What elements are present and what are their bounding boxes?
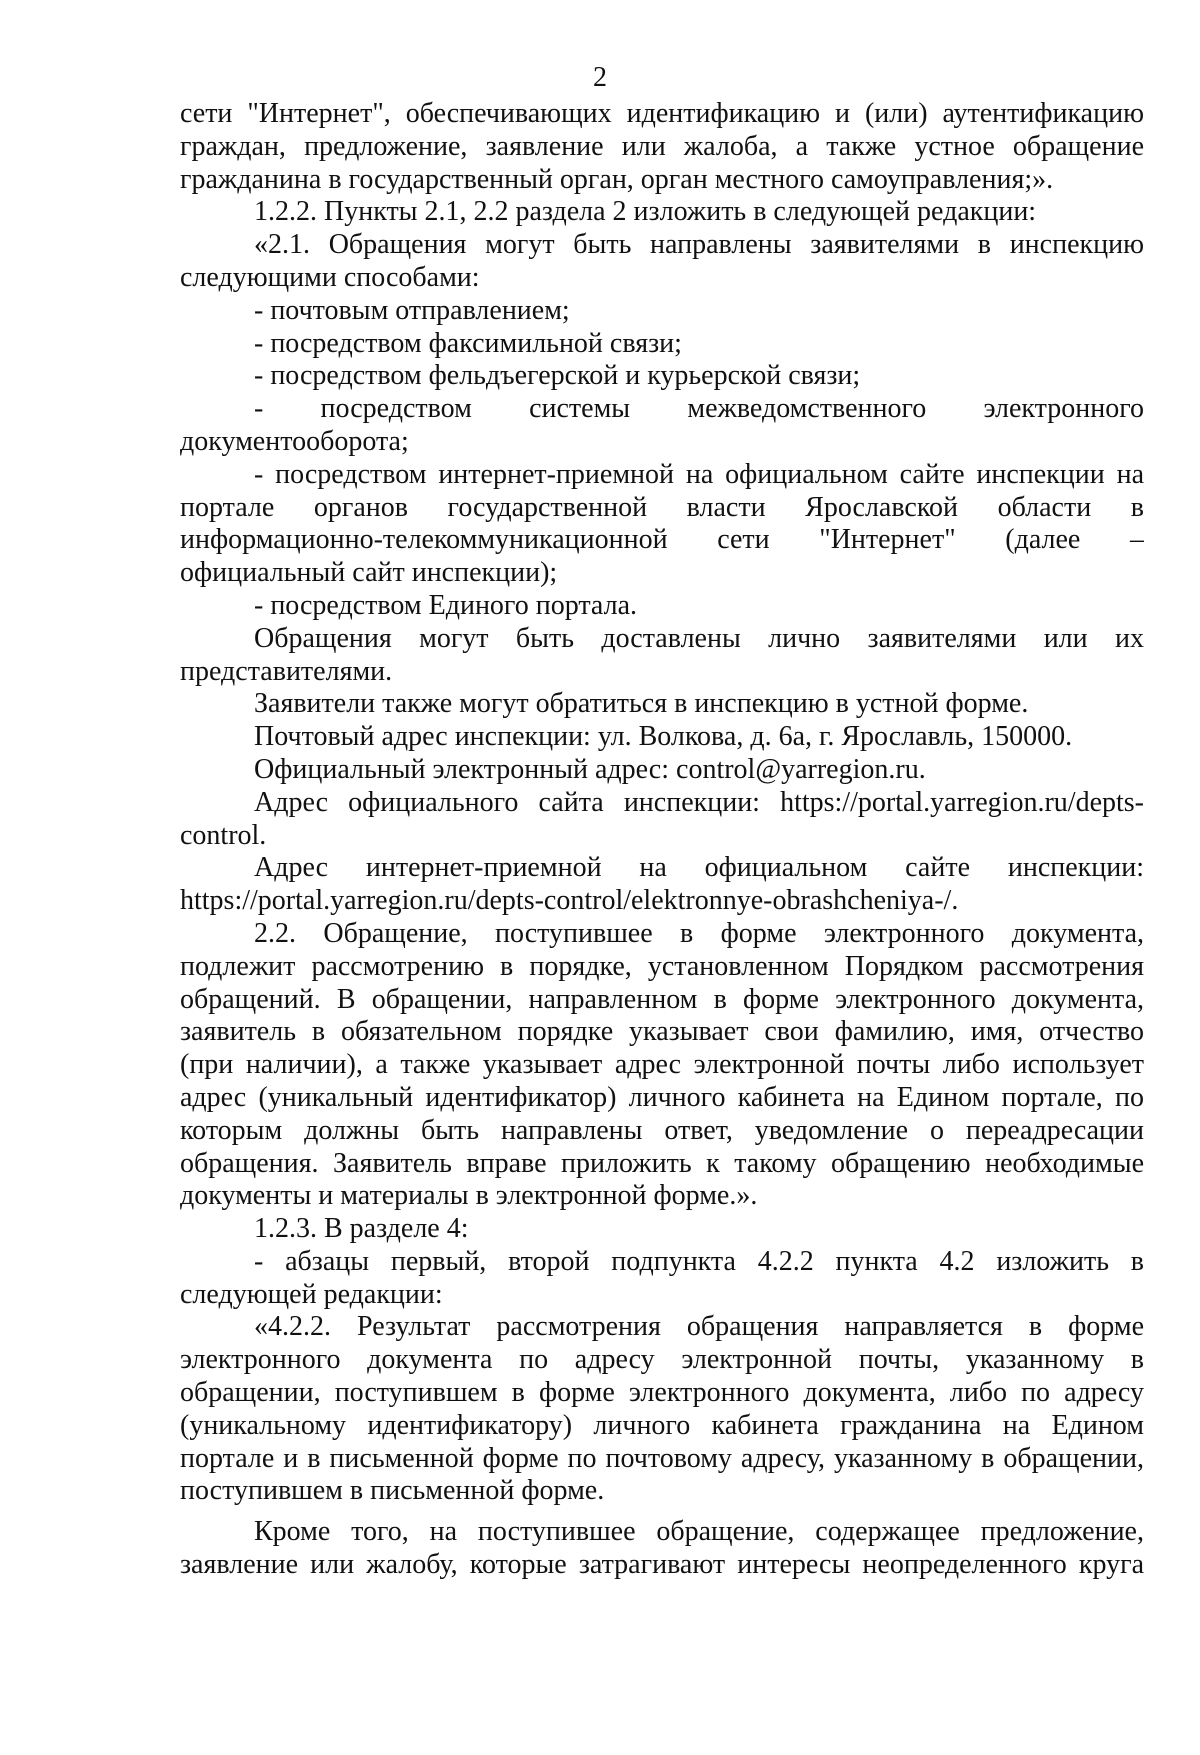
text-line: которым должны быть направлены ответ, уведомление о переадресации bbox=[180, 1114, 1144, 1146]
text-line: представителями. bbox=[180, 655, 393, 687]
text-line: - посредством Единого портала. bbox=[254, 589, 637, 621]
text-line: информационно-телекоммуникационной сети "Интернет" (далее – bbox=[180, 524, 1144, 556]
text-line: следующей редакции: bbox=[180, 1278, 443, 1310]
text-line: заявитель в обязательном порядке указывает свои фамилию, имя, отчество bbox=[180, 1016, 1144, 1048]
text-line: Кроме того, на поступившее обращение, содержащее предложение, bbox=[254, 1516, 1144, 1548]
text-line: (уникальному идентификатору) личного кабинета гражданина на Едином bbox=[180, 1409, 1144, 1441]
text-line: заявление или жалобу, которые затрагивают интересы неопределенного круга bbox=[180, 1549, 1144, 1581]
text-line: обращения. Заявитель вправе приложить к такому обращению необходимые bbox=[180, 1147, 1144, 1179]
text-line: сети "Интернет", обеспечивающих идентификацию и (или) аутентификацию bbox=[180, 98, 1144, 129]
paragraph-gap bbox=[180, 1508, 1144, 1516]
page-number: 2 bbox=[593, 62, 607, 93]
text-line: граждан, предложение, заявление или жалоба, а также устное обращение bbox=[180, 130, 1144, 162]
text-line: поступившем в письменной форме. bbox=[180, 1475, 605, 1507]
text-line: Официальный электронный адрес: control@yarregion.ru. bbox=[254, 753, 926, 785]
text-line: 2.2. Обращение, поступившее в форме электронного документа, bbox=[254, 917, 1144, 949]
text-line: документы и материалы в электронной форме.». bbox=[180, 1180, 758, 1212]
text-line: официальный сайт инспекции); bbox=[180, 557, 558, 589]
text-line: Адрес официального сайта инспекции: https://portal.yarregion.ru/depts- bbox=[254, 786, 1144, 818]
text-line: документооборота; bbox=[180, 425, 409, 457]
text-line: обращений. В обращении, направленном в форме электронного документа, bbox=[180, 983, 1144, 1015]
text-line: - посредством системы межведомственного электронного bbox=[254, 393, 1144, 425]
text-line: - почтовым отправлением; bbox=[254, 294, 570, 326]
text-line: - абзацы первый, второй подпункта 4.2.2 пункта 4.2 изложить в bbox=[254, 1245, 1144, 1277]
text-line: 1.2.3. В разделе 4: bbox=[254, 1213, 469, 1245]
text-line: Адрес интернет-приемной на официальном сайте инспекции: bbox=[254, 852, 1144, 884]
text-line: подлежит рассмотрению в порядке, установленном Порядком рассмотрения bbox=[180, 950, 1144, 982]
text-line: Почтовый адрес инспекции: ул. Волкова, д. 6а, г. Ярославль, 150000. bbox=[254, 721, 1073, 753]
document-body bbox=[180, 98, 1144, 1582]
text-line: control. bbox=[180, 819, 267, 851]
text-line: адрес (уникальный идентификатор) личного кабинета на Едином портале, по bbox=[180, 1081, 1144, 1113]
text-line: следующими способами: bbox=[180, 261, 480, 293]
text-line: Обращения могут быть доставлены лично заявителями или их bbox=[254, 622, 1144, 654]
text-line: 1.2.2. Пункты 2.1, 2.2 раздела 2 изложить в следующей редакции: bbox=[254, 196, 1037, 228]
text-line: электронного документа по адресу электронной почты, указанному в bbox=[180, 1344, 1144, 1376]
text-line: портале и в письменной форме по почтовому адресу, указанному в обращении, bbox=[180, 1442, 1144, 1474]
text-line: (при наличии), а также указывает адрес электронной почты либо использует bbox=[180, 1049, 1144, 1081]
text-line: «2.1. Обращения могут быть направлены заявителями в инспекцию bbox=[254, 229, 1144, 261]
text-line: «4.2.2. Результат рассмотрения обращения направляется в форме bbox=[254, 1311, 1144, 1343]
text-line: Заявители также могут обратиться в инспекцию в устной форме. bbox=[254, 688, 1029, 720]
text-line: портале органов государственной власти Ярославской области в bbox=[180, 491, 1144, 523]
text-line: обращении, поступившем в форме электронного документа, либо по адресу bbox=[180, 1377, 1144, 1409]
text-line: - посредством интернет-приемной на официальном сайте инспекции на bbox=[254, 458, 1144, 490]
text-line: https://portal.yarregion.ru/depts-control/elektronnye-obrashcheniya-/. bbox=[180, 885, 959, 917]
text-line: - посредством факсимильной связи; bbox=[254, 327, 682, 359]
text-line: - посредством фельдъегерской и курьерской связи; bbox=[254, 360, 861, 392]
text-line: гражданина в государственный орган, орган местного самоуправления;». bbox=[180, 163, 1054, 195]
